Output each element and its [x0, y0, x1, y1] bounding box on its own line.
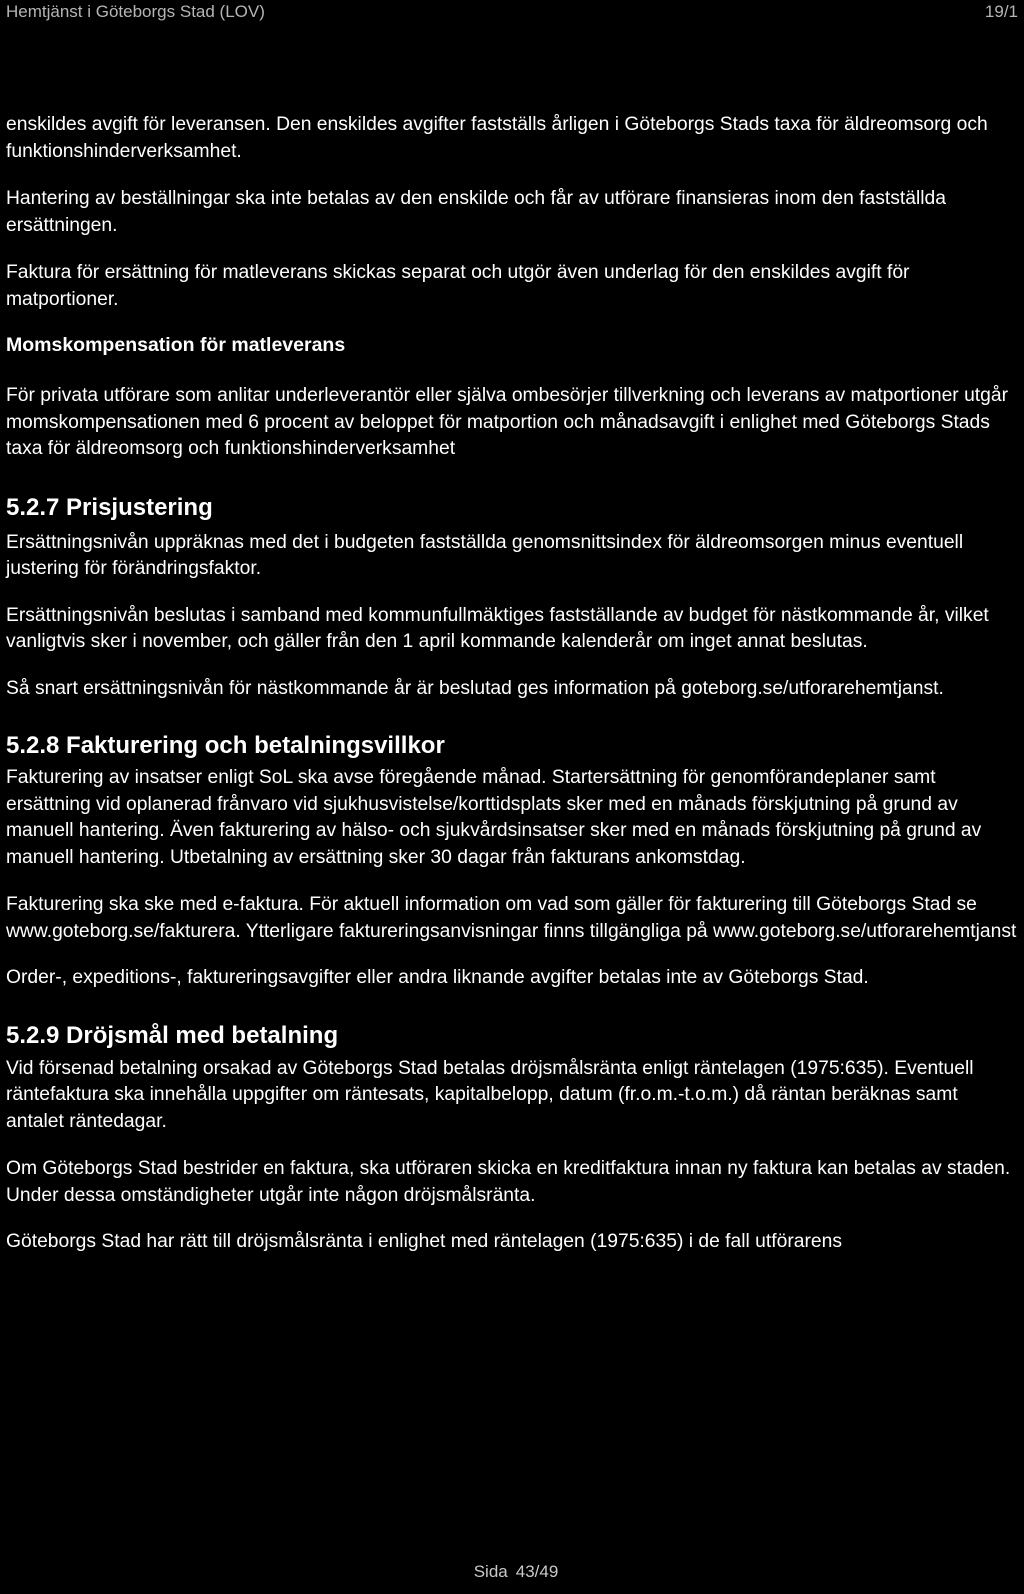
paragraph: Hantering av beställningar ska inte betalas av den enskilde och får av utförare finansieras inom den fastställda ersättningen. — [6, 188, 946, 236]
paragraph: Order-, expeditions-, faktureringsavgifter eller andra liknande avgifter betalas inte av Göteborgs Stad. — [6, 967, 869, 988]
document-body — [6, 112, 1018, 1256]
paragraph: För privata utförare som anlitar underleverantör eller själva ombesörjer tillverkning och leverans av matportioner utgår momskompensationen med 6 procent av beloppet för matportion och månadsavgift i enlighet med Göteborgs Stads taxa för äldreomsorg och funktionshinderverksamhet — [6, 385, 1009, 459]
paragraph: Fakturering ska ske med e-faktura. För aktuell information om vad som gäller för fakturering till Göteborgs Stad se www.goteborg.se/fakturera. Ytterligare faktureringsanvisningar finns tillgängliga på www.goteborg.se/utforarehemtjanst — [6, 894, 1017, 942]
footer-page-number: 43/49 — [515, 1562, 559, 1581]
paragraph: Om Göteborgs Stad bestrider en faktura, ska utföraren skicka en kreditfaktura innan ny faktura kan betalas av staden. Under dessa omständigheter utgår inte någon dröjsmålsränta. — [6, 1158, 1011, 1206]
header-document-title: Hemtjänst i Göteborgs Stad (LOV) — [6, 2, 265, 21]
paragraph: Vid försenad betalning orsakad av Göteborgs Stad betalas dröjsmålsränta enligt räntelagen (1975:635). Eventuell räntefaktura ska innehålla uppgifter om räntesats, kapitalbelopp, datum (fr.o.m.-t.o.m.) då räntan beräknas samt antalet räntedagar. — [6, 1057, 974, 1132]
paragraph: Fakturering av insatser enligt SoL ska avse föregående månad. Startersättning för genomförandeplaner samt ersättning vid oplanerad frånvaro vid sjukhusvistelse/korttidsplats sker med en månads förskjutning på grund av manuell hantering. Även fakturering av hälso- och sjukvårdsinsatser sker med en månads förskjutning på grund av manuell hantering. Utbetalning av ersättning sker 30 dagar från fakturans ankomstdag. — [6, 767, 982, 868]
section-heading-5-2-9: 5.2.9 Dröjsmål med betalning — [6, 1021, 339, 1049]
page-header — [6, 2, 1018, 28]
paragraph: Ersättningsnivån uppräknas med det i budgeten fastställda genomsnittsindex för äldreomsorgen minus eventuell justering för förändringsfaktor. — [6, 531, 964, 579]
paragraph: Så snart ersättningsnivån för nästkommande år är beslutad ges information på goteborg.se/utforarehemtjanst. — [6, 677, 944, 699]
header-page-ref: 19/1 — [984, 2, 1018, 21]
paragraph: enskildes avgift för leveransen. Den enskildes avgifter fastställs årligen i Göteborgs Stads taxa för äldreomsorg och funktionshinderverksamhet. — [6, 114, 988, 162]
page-footer — [0, 1562, 1024, 1582]
section-heading-5-2-8: 5.2.8 Fakturering och betalningsvillkor — [6, 732, 445, 759]
paragraph: Faktura för ersättning för matleverans skickas separat och utgör även underlag för den enskildes avgift för matportioner. — [6, 262, 910, 310]
section-heading-momskompensation: Momskompensation för matleverans — [6, 334, 346, 356]
paragraph: Göteborgs Stad har rätt till dröjsmålsränta i enlighet med räntelagen (1975:635) i de fall utförarens — [6, 1231, 842, 1252]
paragraph: Ersättningsnivån beslutas i samband med kommunfullmäktiges fastställande av budget för nästkommande år, vilket vanligtvis sker i november, och gäller från den 1 april kommande kalenderår om inget annat beslutas. — [6, 604, 989, 652]
section-heading-5-2-7: 5.2.7 Prisjustering — [6, 493, 213, 521]
footer-page-label: Sida — [473, 1562, 508, 1581]
